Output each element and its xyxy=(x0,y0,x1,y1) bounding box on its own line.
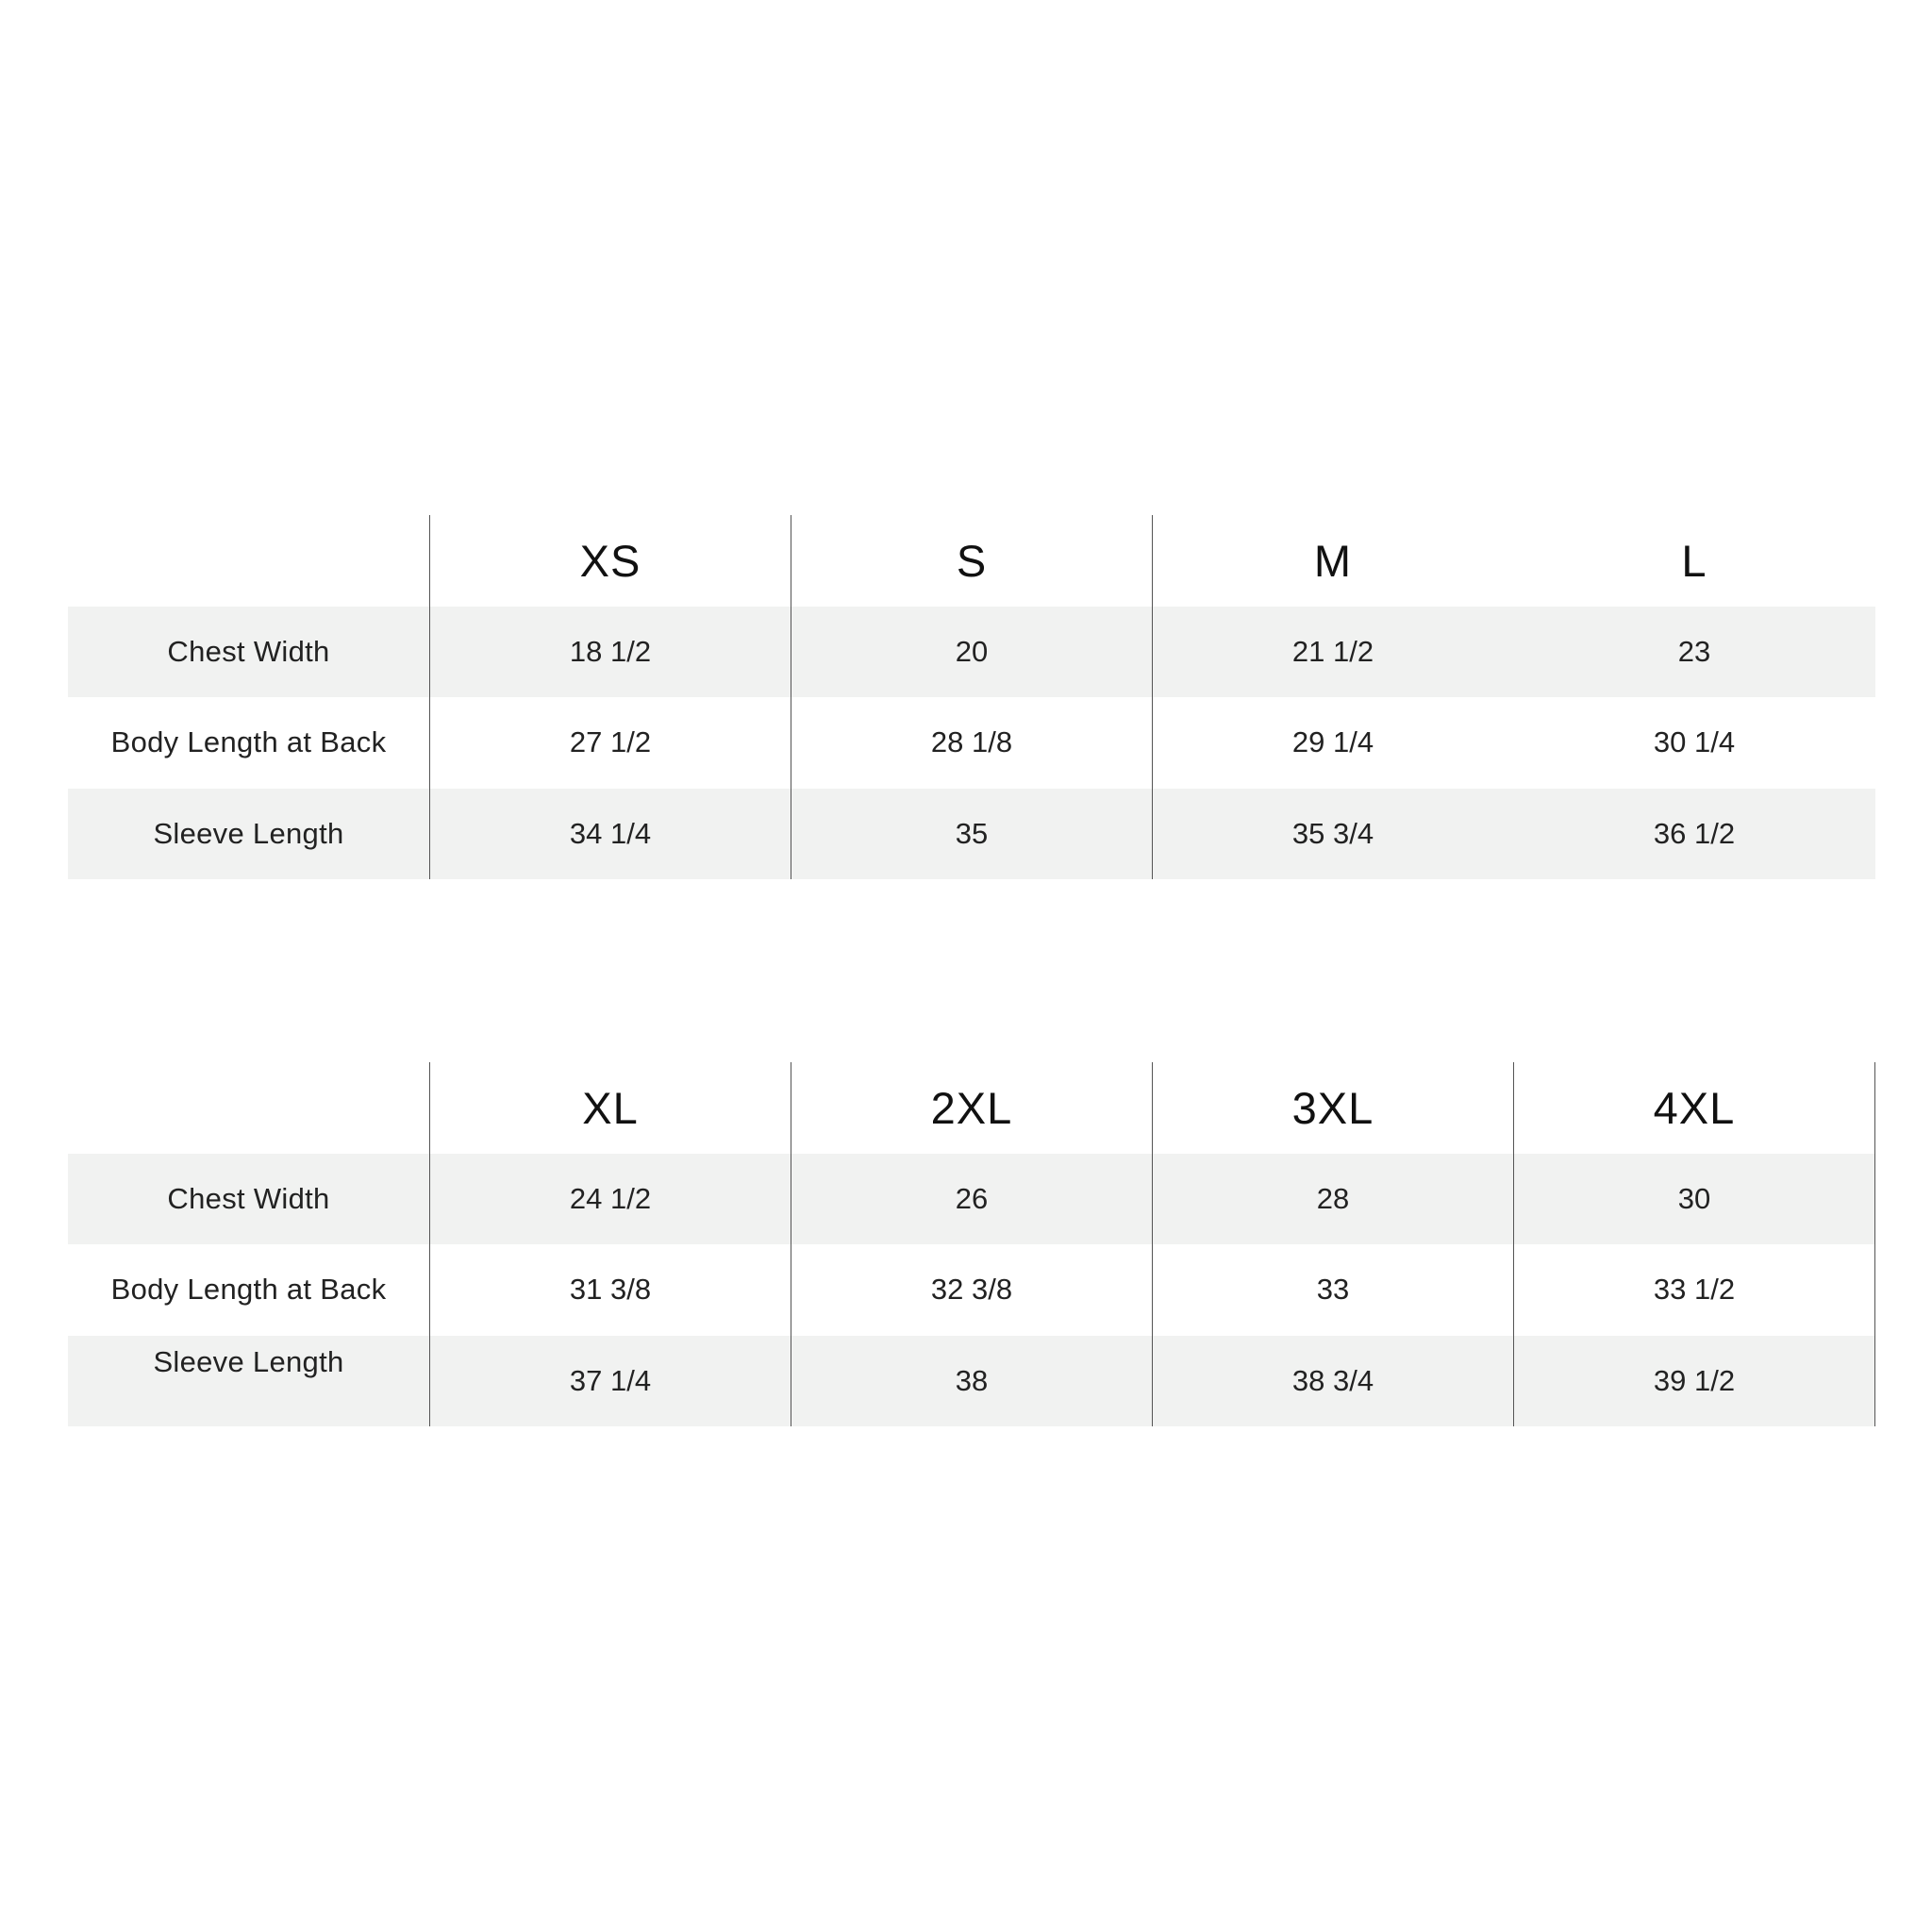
size-chart-table-1 xyxy=(68,515,1875,879)
table-row xyxy=(68,1154,1875,1245)
size-header: M xyxy=(1152,515,1513,607)
measurement-cell: 30 1/4 xyxy=(1653,725,1736,759)
measurement-cell: 35 xyxy=(791,789,1152,880)
row-label: Chest Width xyxy=(167,1181,330,1215)
measurement-cell: 28 1/8 xyxy=(791,697,1152,789)
measurement-cell: 31 3/8 xyxy=(429,1244,791,1336)
size-chart-table-2 xyxy=(68,1062,1875,1426)
measurement-cell: 21 1/2 xyxy=(1152,607,1513,698)
corner-cell xyxy=(68,1062,429,1154)
row-label: Sleeve Length xyxy=(153,816,344,850)
size-header: 3XL xyxy=(1152,1062,1513,1154)
measurement-cell: 34 1/4 xyxy=(429,789,791,880)
table-row xyxy=(68,1336,1875,1427)
measurement-cell: 35 3/4 xyxy=(1152,789,1513,880)
row-label: Body Length at Back xyxy=(110,1273,387,1307)
measurement-cell: 24 1/2 xyxy=(429,1154,791,1245)
corner-cell xyxy=(68,515,429,607)
measurement-cell: 38 xyxy=(791,1336,1152,1427)
measurement-cell: 23 xyxy=(1677,634,1711,668)
measurement-cell: 36 1/2 xyxy=(1653,816,1736,850)
table-row xyxy=(68,1244,1875,1336)
table-row xyxy=(68,789,1875,880)
measurement-cell: 32 3/8 xyxy=(791,1244,1152,1336)
measurement-cell: 38 3/4 xyxy=(1152,1336,1513,1427)
size-header: 4XL xyxy=(1513,1062,1875,1154)
row-label: Chest Width xyxy=(167,634,330,668)
measurement-cell: 37 1/4 xyxy=(429,1336,791,1427)
measurement-cell: 29 1/4 xyxy=(1152,697,1513,789)
measurement-cell: 33 xyxy=(1152,1244,1513,1336)
size-header: XS xyxy=(429,515,791,607)
table-row xyxy=(68,607,1875,698)
measurement-cell: 20 xyxy=(791,607,1152,698)
size-header-row xyxy=(68,515,1875,607)
measurement-cell: 39 1/2 xyxy=(1513,1336,1875,1427)
measurement-cell: 28 xyxy=(1152,1154,1513,1245)
size-header: XL xyxy=(429,1062,791,1154)
row-label: Sleeve Length xyxy=(153,1344,344,1378)
table-row xyxy=(68,697,1875,789)
measurement-cell: 26 xyxy=(791,1154,1152,1245)
measurement-cell: 18 1/2 xyxy=(429,607,791,698)
measurement-cell: 27 1/2 xyxy=(429,697,791,789)
size-header: S xyxy=(791,515,1152,607)
measurement-cell: 33 1/2 xyxy=(1513,1244,1875,1336)
size-header-row xyxy=(68,1062,1875,1154)
row-label: Body Length at Back xyxy=(110,725,387,759)
size-header: L xyxy=(1681,535,1707,586)
measurement-cell: 30 xyxy=(1513,1154,1875,1245)
size-header: 2XL xyxy=(791,1062,1152,1154)
